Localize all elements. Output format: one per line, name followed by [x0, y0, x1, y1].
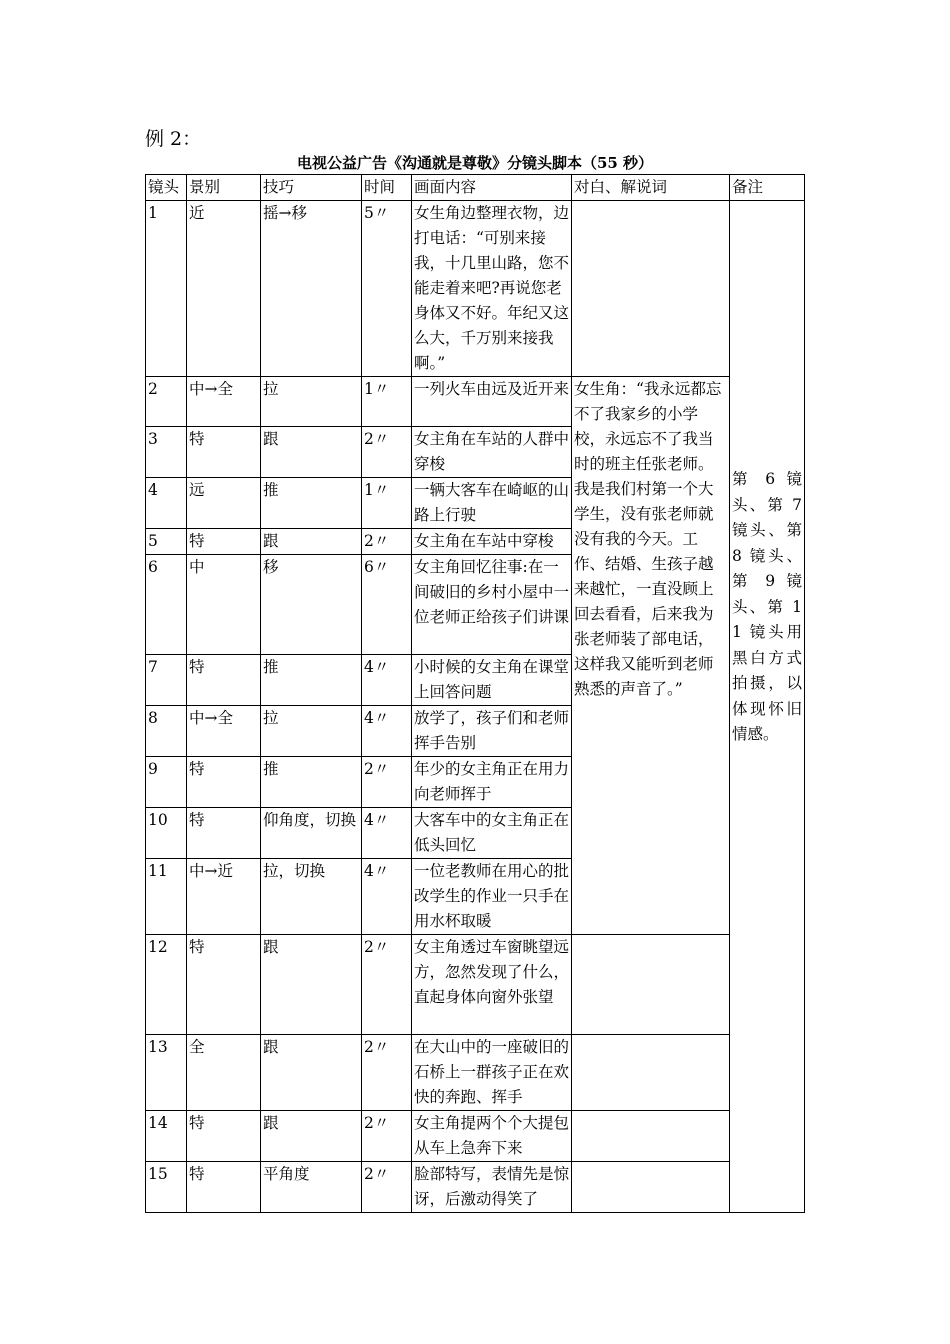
shot-time: 2〃 [362, 529, 412, 555]
shot-technique: 跟 [261, 427, 362, 478]
shot-number: 13 [146, 1035, 187, 1111]
shot-content: 在大山中的一座破旧的石桥上一群孩子正在欢快的奔跑、挥手 [412, 1035, 572, 1111]
page-title: 电视公益广告《沟通就是尊敬》分镜头脚本（55 秒） [296, 154, 654, 172]
shot-number: 8 [146, 706, 187, 757]
shot-scale: 中→全 [187, 706, 261, 757]
shot-time: 4〃 [362, 706, 412, 757]
shot-technique: 推 [261, 757, 362, 808]
dialogue-cell [572, 1111, 730, 1162]
shot-time: 2〃 [362, 1035, 412, 1111]
shot-number: 10 [146, 808, 187, 859]
header-cell: 镜头 [146, 175, 187, 201]
table-row [146, 1035, 805, 1111]
shot-technique: 移 [261, 555, 362, 655]
shot-number: 5 [146, 529, 187, 555]
shot-technique: 跟 [261, 1035, 362, 1111]
shot-content: 年少的女主角正在用力向老师挥于 [412, 757, 572, 808]
shot-number: 2 [146, 377, 187, 427]
shot-technique: 推 [261, 478, 362, 529]
shot-technique: 跟 [261, 935, 362, 1035]
shot-number: 3 [146, 427, 187, 478]
shot-content: 一辆大客车在崎岖的山路上行驶 [412, 478, 572, 529]
shot-technique: 推 [261, 655, 362, 706]
shot-content: 女主角回忆往事:在一间破旧的乡村小屋中一位老师正给孩子们讲课 [412, 555, 572, 655]
shot-scale: 特 [187, 757, 261, 808]
voiceover-cell: 女生角：“我永远都忘不了我家乡的小学校，永远忘不了我当时的班主任张老师。我是我们村第一个大学生，没有张老师就没有我的今天。工作、结婚、生孩子越来越忙，一直没顾上回去看看，后来我为张老师装了部电话，这样我又能听到老师熟悉的声音了。” [572, 377, 730, 935]
shot-time: 2〃 [362, 1111, 412, 1162]
shot-time: 4〃 [362, 808, 412, 859]
dialogue-cell [572, 201, 730, 377]
header-cell: 画面内容 [412, 175, 572, 201]
shot-scale: 特 [187, 808, 261, 859]
shot-content: 脸部特写，表情先是惊讶，后激动得笑了 [412, 1162, 572, 1213]
shot-time: 4〃 [362, 655, 412, 706]
shot-time: 1〃 [362, 478, 412, 529]
shot-technique: 拉 [261, 706, 362, 757]
shot-content: 女主角提两个个大提包从车上急奔下来 [412, 1111, 572, 1162]
shot-scale: 中 [187, 555, 261, 655]
shot-content: 大客车中的女主角正在低头回忆 [412, 808, 572, 859]
shot-time: 2〃 [362, 427, 412, 478]
shot-content: 女主角在车站中穿梭 [412, 529, 572, 555]
table-row [146, 935, 805, 1035]
shot-scale: 特 [187, 655, 261, 706]
shot-number: 15 [146, 1162, 187, 1213]
shot-number: 12 [146, 935, 187, 1035]
shot-technique: 平角度 [261, 1162, 362, 1213]
shot-time: 2〃 [362, 1162, 412, 1213]
shot-technique: 拉，切换 [261, 859, 362, 935]
dialogue-cell [572, 1035, 730, 1111]
header-cell: 备注 [730, 175, 805, 201]
header-cell: 对白、解说词 [572, 175, 730, 201]
table-header-row [146, 175, 805, 201]
shot-number: 14 [146, 1111, 187, 1162]
shot-time: 6〃 [362, 555, 412, 655]
shot-content: 一位老教师在用心的批改学生的作业一只手在用水杯取暖 [412, 859, 572, 935]
shot-content: 放学了，孩子们和老师挥手告别 [412, 706, 572, 757]
shot-number: 4 [146, 478, 187, 529]
shot-scale: 中→近 [187, 859, 261, 935]
shot-scale: 中→全 [187, 377, 261, 427]
shot-technique: 跟 [261, 1111, 362, 1162]
shot-time: 1〃 [362, 377, 412, 427]
shot-content: 女主角在车站的人群中穿梭 [412, 427, 572, 478]
shot-time: 4〃 [362, 859, 412, 935]
shot-scale: 特 [187, 529, 261, 555]
shot-time: 2〃 [362, 757, 412, 808]
shot-scale: 特 [187, 935, 261, 1035]
table-row [146, 1162, 805, 1213]
shot-content: 小时候的女主角在课堂上回答问题 [412, 655, 572, 706]
shot-scale: 近 [187, 201, 261, 377]
header-cell: 时间 [362, 175, 412, 201]
example-label: 例 2： [145, 128, 202, 150]
shot-scale: 特 [187, 1111, 261, 1162]
shot-number: 6 [146, 555, 187, 655]
shot-number: 7 [146, 655, 187, 706]
remark-cell: 第 6 镜头、第 7 镜头、第 8 镜头、第 9 镜头、第 1 1 镜头用黑白方式拍摄，以体现怀旧情感。 [730, 201, 805, 1213]
storyboard-table [145, 174, 805, 1213]
shot-content: 女生角边整理衣物，边打电话：“可别来接我，十几里山路，您不能走着来吧?再说您老身体又不好。年纪又这么大，千万别来接我啊。” [412, 201, 572, 377]
shot-time: 2〃 [362, 935, 412, 1035]
shot-content: 女主角透过车窗眺望远方，忽然发现了什么，直起身体向窗外张望 [412, 935, 572, 1035]
shot-time: 5〃 [362, 201, 412, 377]
shot-scale: 远 [187, 478, 261, 529]
table-row [146, 377, 805, 427]
shot-scale: 全 [187, 1035, 261, 1111]
shot-scale: 特 [187, 427, 261, 478]
table-row [146, 201, 805, 377]
shot-technique: 仰角度，切换 [261, 808, 362, 859]
shot-number: 9 [146, 757, 187, 808]
shot-number: 11 [146, 859, 187, 935]
dialogue-cell [572, 935, 730, 1035]
header-cell: 技巧 [261, 175, 362, 201]
shot-content: 一列火车由远及近开来 [412, 377, 572, 427]
shot-technique: 跟 [261, 529, 362, 555]
shot-scale: 特 [187, 1162, 261, 1213]
table-row [146, 1111, 805, 1162]
shot-technique: 摇→移 [261, 201, 362, 377]
header-cell: 景别 [187, 175, 261, 201]
shot-technique: 拉 [261, 377, 362, 427]
shot-number: 1 [146, 201, 187, 377]
dialogue-cell [572, 1162, 730, 1213]
